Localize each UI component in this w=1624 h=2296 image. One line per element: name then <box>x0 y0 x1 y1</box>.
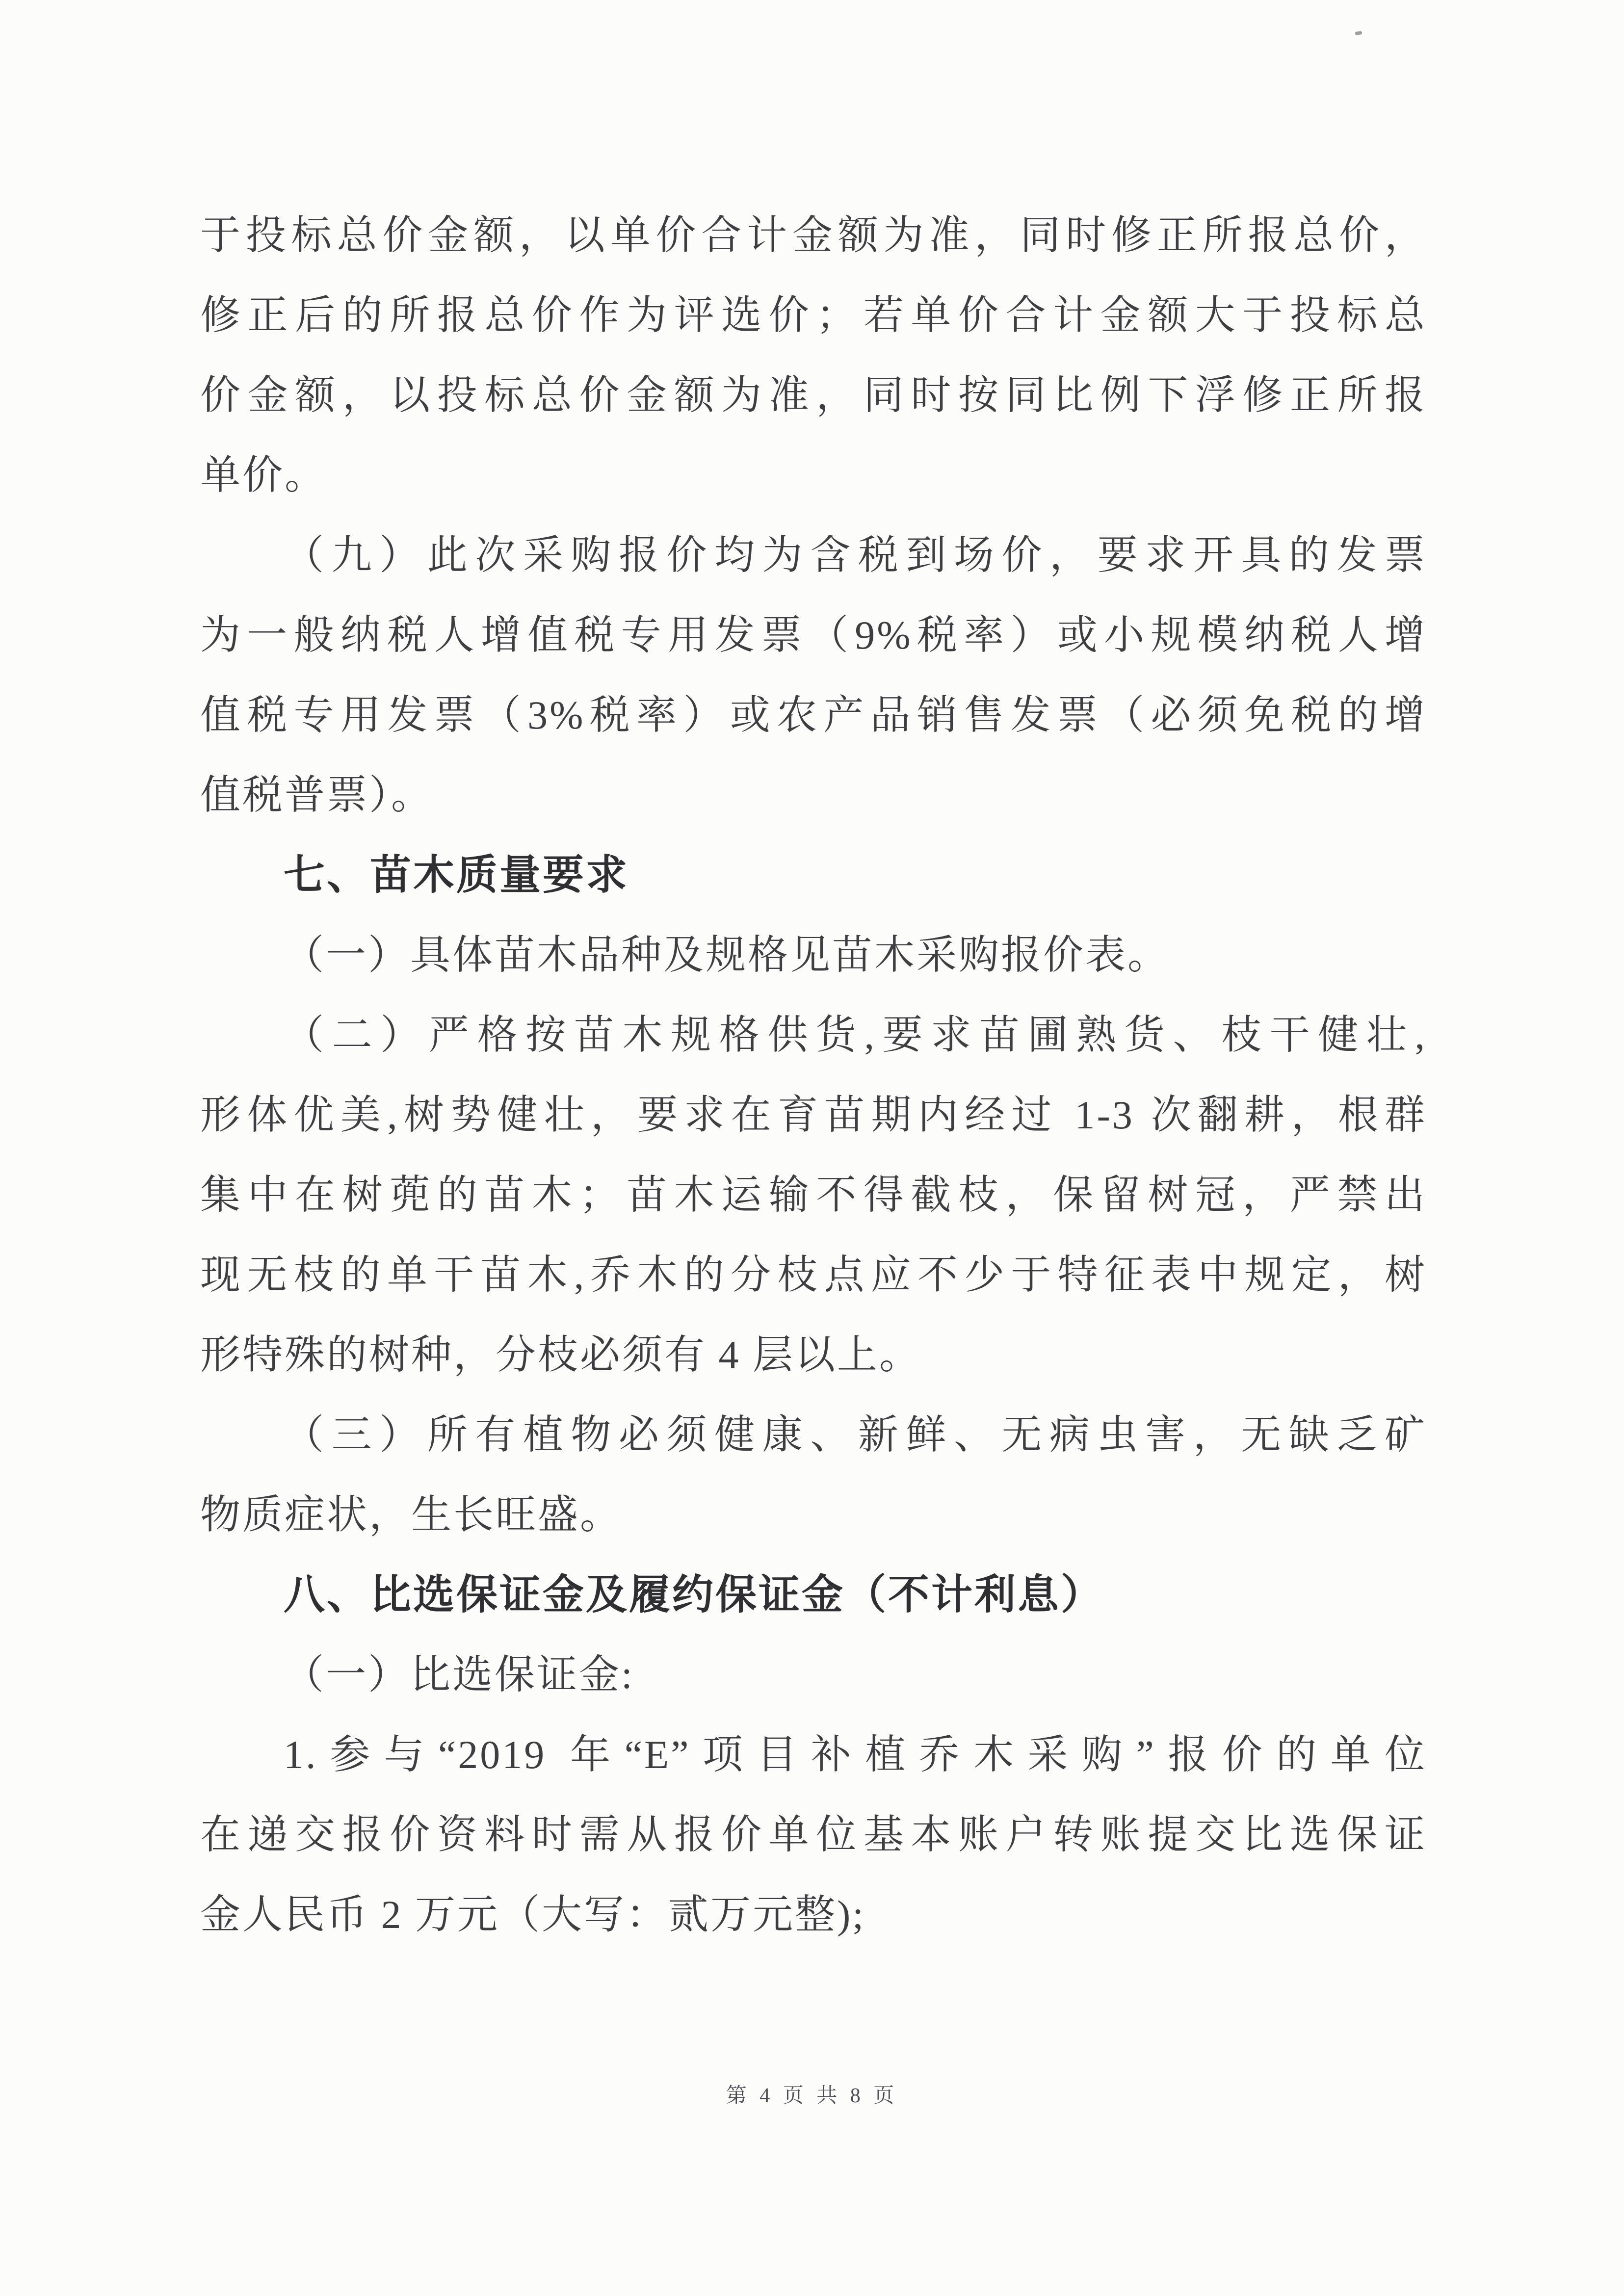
section-heading-7: 七、苗木质量要求 <box>284 852 629 898</box>
doc-line: 于投标总价金额，以单价合计金额为准，同时修正所报总价， <box>200 213 1427 258</box>
doc-line: 修正后的所报总价作为评选价；若单价合计金额大于投标总 <box>200 293 1427 338</box>
scan-speck-artifact <box>1355 31 1362 35</box>
doc-line: 集中在树蔸的苗木；苗木运输不得截枝，保留树冠，严禁出 <box>200 1173 1427 1217</box>
doc-line: 形体优美,树势健壮，要求在育苗期内经过 1-3 次翻耕，根群 <box>200 1093 1427 1137</box>
doc-line: 1.参与“2019 年“E”项目补植乔木采购”报价的单位 <box>284 1732 1427 1777</box>
doc-line: （一）具体苗木品种及规格见苗木采购报价表。 <box>284 933 1170 977</box>
doc-line: 为一般纳税人增值税专用发票（9%税率）或小规模纳税人增 <box>200 613 1427 657</box>
doc-line: 现无枝的单干苗木,乔木的分枝点应不少于特征表中规定，树 <box>200 1252 1427 1297</box>
doc-line: 价金额，以投标总价金额为准，同时按同比例下浮修正所报 <box>200 373 1427 417</box>
doc-line: （二）严格按苗木规格供货,要求苗圃熟货、枝干健壮, <box>284 1013 1427 1057</box>
doc-line: 形特殊的树种，分枝必须有 4 层以上。 <box>200 1332 922 1377</box>
doc-line: 单价。 <box>200 453 327 497</box>
doc-line: 在递交报价资料时需从报价单位基本账户转账提交比选保证 <box>200 1812 1427 1857</box>
doc-line: （一）比选保证金: <box>284 1652 634 1697</box>
page-number: 第 4 页 共 8 页 <box>726 2085 898 2107</box>
doc-line: （九）此次采购报价均为含税到场价，要求开具的发票 <box>284 533 1427 577</box>
document-body <box>200 195 1427 1955</box>
doc-line: 值税专用发票（3%税率）或农产品销售发票（必须免税的增 <box>200 693 1427 737</box>
section-heading-8: 八、比选保证金及履约保证金（不计利息） <box>284 1571 1104 1618</box>
doc-line: 值税普票）。 <box>200 773 434 817</box>
doc-line: 金人民币 2 万元（大写：贰万元整); <box>200 1892 866 1937</box>
doc-line: （三）所有植物必须健康、新鲜、无病虫害，无缺乏矿 <box>284 1412 1427 1457</box>
doc-line: 物质症状，生长旺盛。 <box>200 1492 623 1537</box>
